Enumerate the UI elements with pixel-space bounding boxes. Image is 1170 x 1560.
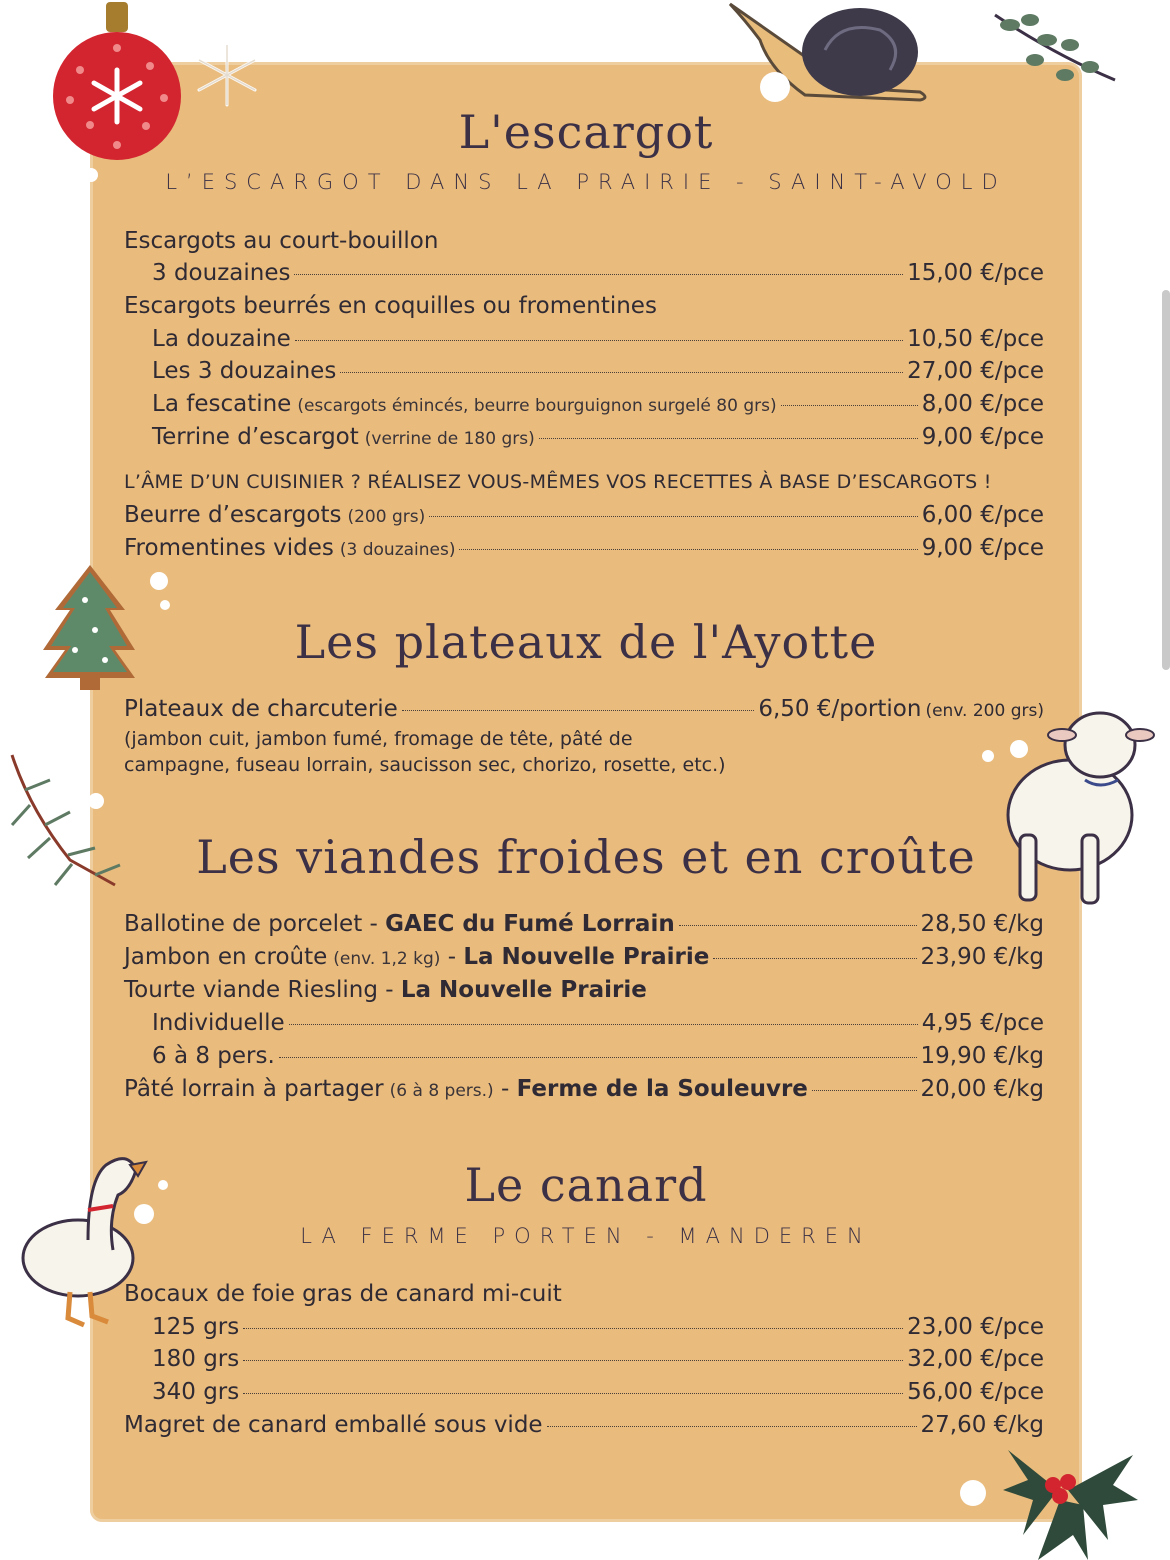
item-price: 19,90 €/kg	[920, 1043, 1044, 1069]
item-separator: -	[440, 944, 464, 970]
group-heading: Escargots beurrés en coquilles ou fromentines	[124, 293, 657, 319]
snail-icon	[720, 0, 935, 112]
snow-dot	[960, 1480, 986, 1506]
item-price: 23,00 €/pce	[907, 1314, 1044, 1340]
group-heading: Bocaux de foie gras de canard mi-cuit	[124, 1281, 562, 1307]
item-label: 125 grs	[152, 1314, 240, 1340]
section-title-canard: Le canard	[464, 1158, 708, 1212]
group-heading: Escargots au court-bouillon	[124, 228, 439, 254]
dot-leader	[243, 1360, 903, 1361]
branch-icon	[985, 5, 1125, 105]
item-label: Magret de canard emballé sous vide	[124, 1412, 543, 1438]
item-label: La douzaine	[152, 326, 291, 352]
menu-item	[152, 391, 1044, 423]
group-heading	[124, 977, 1044, 1003]
item-price: 10,50 €/pce	[907, 326, 1044, 352]
item-label: Les 3 douzaines	[152, 358, 337, 384]
item-price: 8,00 €/pce	[921, 391, 1044, 417]
item-note: (6 à 8 pers.)	[389, 1081, 494, 1101]
item-label: Plateaux de charcuterie	[124, 696, 398, 722]
snow-dot	[160, 600, 170, 610]
item-label: Beurre d’escargots	[124, 502, 342, 528]
item-separator: -	[493, 1076, 517, 1102]
dot-leader	[295, 340, 903, 341]
snowflake-icon	[185, 40, 270, 110]
menu-item	[152, 1346, 1044, 1378]
snow-dot	[982, 750, 994, 762]
item-price: 15,00 €/pce	[907, 260, 1044, 286]
section-title-plateaux: Les plateaux de l'Ayotte	[294, 615, 878, 669]
menu-item	[152, 1010, 1044, 1042]
item-label: Terrine d’escargot	[152, 424, 359, 450]
dot-leader	[429, 516, 917, 517]
item-price: 27,00 €/pce	[907, 358, 1044, 384]
menu-item	[152, 260, 1044, 292]
section-subtitle-canard: LA FERME PORTEN - MANDEREN	[300, 1224, 872, 1248]
item-producer: Ferme de la Souleuvre	[516, 1076, 808, 1102]
item-producer: GAEC du Fumé Lorrain	[385, 911, 675, 937]
section-subtitle-escargot: L’ESCARGOT DANS LA PRAIRIE - SAINT-AVOLD	[165, 170, 1007, 194]
item-price: 27,60 €/kg	[920, 1412, 1044, 1438]
group-label: Tourte viande Riesling -	[124, 977, 401, 1003]
menu-item	[152, 1314, 1044, 1346]
section-title-viandes: Les viandes froides et en croûte	[196, 830, 976, 884]
item-price: 23,90 €/kg	[920, 944, 1044, 970]
item-price: 32,00 €/pce	[907, 1346, 1044, 1372]
item-price: 6,00 €/pce	[921, 502, 1044, 528]
snow-dot	[1010, 740, 1028, 758]
menu-item	[124, 502, 1044, 534]
item-label: Pâté lorrain à partager	[124, 1076, 384, 1102]
item-label: 6 à 8 pers.	[152, 1043, 275, 1069]
menu-item	[152, 1379, 1044, 1411]
item-label: 340 grs	[152, 1379, 240, 1405]
dot-leader	[539, 438, 918, 439]
menu-item	[152, 326, 1044, 358]
dot-leader	[294, 274, 903, 275]
dot-leader	[547, 1426, 917, 1427]
item-price: 20,00 €/kg	[920, 1076, 1044, 1102]
item-label: 3 douzaines	[152, 260, 291, 286]
dot-leader	[243, 1393, 903, 1394]
group-producer: La Nouvelle Prairie	[400, 977, 647, 1003]
item-price: 9,00 €/pce	[921, 535, 1044, 561]
item-note: (3 douzaines)	[339, 540, 456, 560]
menu-item	[124, 696, 1044, 728]
item-note: (escargots émincés, beurre bourguignon surgelé 80 grs)	[297, 396, 777, 416]
menu-item	[124, 1076, 1044, 1108]
dot-leader	[781, 405, 918, 406]
item-label: 180 grs	[152, 1346, 240, 1372]
item-price-note: (env. 200 grs)	[925, 701, 1044, 721]
dot-leader	[289, 1024, 918, 1025]
menu-item	[124, 535, 1044, 567]
dot-leader	[402, 710, 755, 711]
menu-item	[124, 1412, 1044, 1444]
dot-leader	[812, 1090, 917, 1091]
dot-leader	[243, 1328, 903, 1329]
menu-item	[152, 1043, 1044, 1075]
item-note: (200 grs)	[347, 507, 426, 527]
menu-item	[152, 424, 1044, 456]
dot-leader	[279, 1057, 917, 1058]
item-price: 6,50 €/portion	[758, 696, 922, 722]
menu-item	[124, 944, 1044, 976]
dot-leader	[340, 372, 903, 373]
dot-leader	[459, 549, 917, 550]
dot-leader	[713, 958, 916, 959]
item-price: 28,50 €/kg	[920, 911, 1044, 937]
item-price: 4,95 €/pce	[921, 1010, 1044, 1036]
scrollbar[interactable]	[1162, 290, 1170, 670]
item-label: La fescatine	[152, 391, 292, 417]
menu-item	[152, 358, 1044, 390]
item-note: (verrine de 180 grs)	[364, 429, 535, 449]
snow-dot	[88, 793, 104, 809]
dot-leader	[679, 925, 917, 926]
item-price: 9,00 €/pce	[921, 424, 1044, 450]
item-label: Ballotine de porcelet -	[124, 911, 386, 937]
callout-text: L’ÂME D’UN CUISINIER ? RÉALISEZ VOUS-MÊMES VOS RECETTES À BASE D’ESCARGOTS !	[124, 471, 992, 493]
item-producer: La Nouvelle Prairie	[463, 944, 710, 970]
item-note: (env. 1,2 kg)	[333, 949, 441, 969]
item-label: Individuelle	[152, 1010, 285, 1036]
holly-icon	[998, 1440, 1143, 1560]
snow-dot	[760, 72, 790, 102]
snow-dot	[150, 572, 168, 590]
item-price: 56,00 €/pce	[907, 1379, 1044, 1405]
item-label: Jambon en croûte	[124, 944, 328, 970]
menu-item	[124, 911, 1044, 943]
item-label: Fromentines vides	[124, 535, 334, 561]
section-title-escargot: L'escargot	[458, 105, 714, 159]
item-description: (jambon cuit, jambon fumé, fromage de tête, pâté de campagne, fuseau lorrain, saucisson sec, chorizo, rosette, etc.)	[124, 728, 726, 776]
